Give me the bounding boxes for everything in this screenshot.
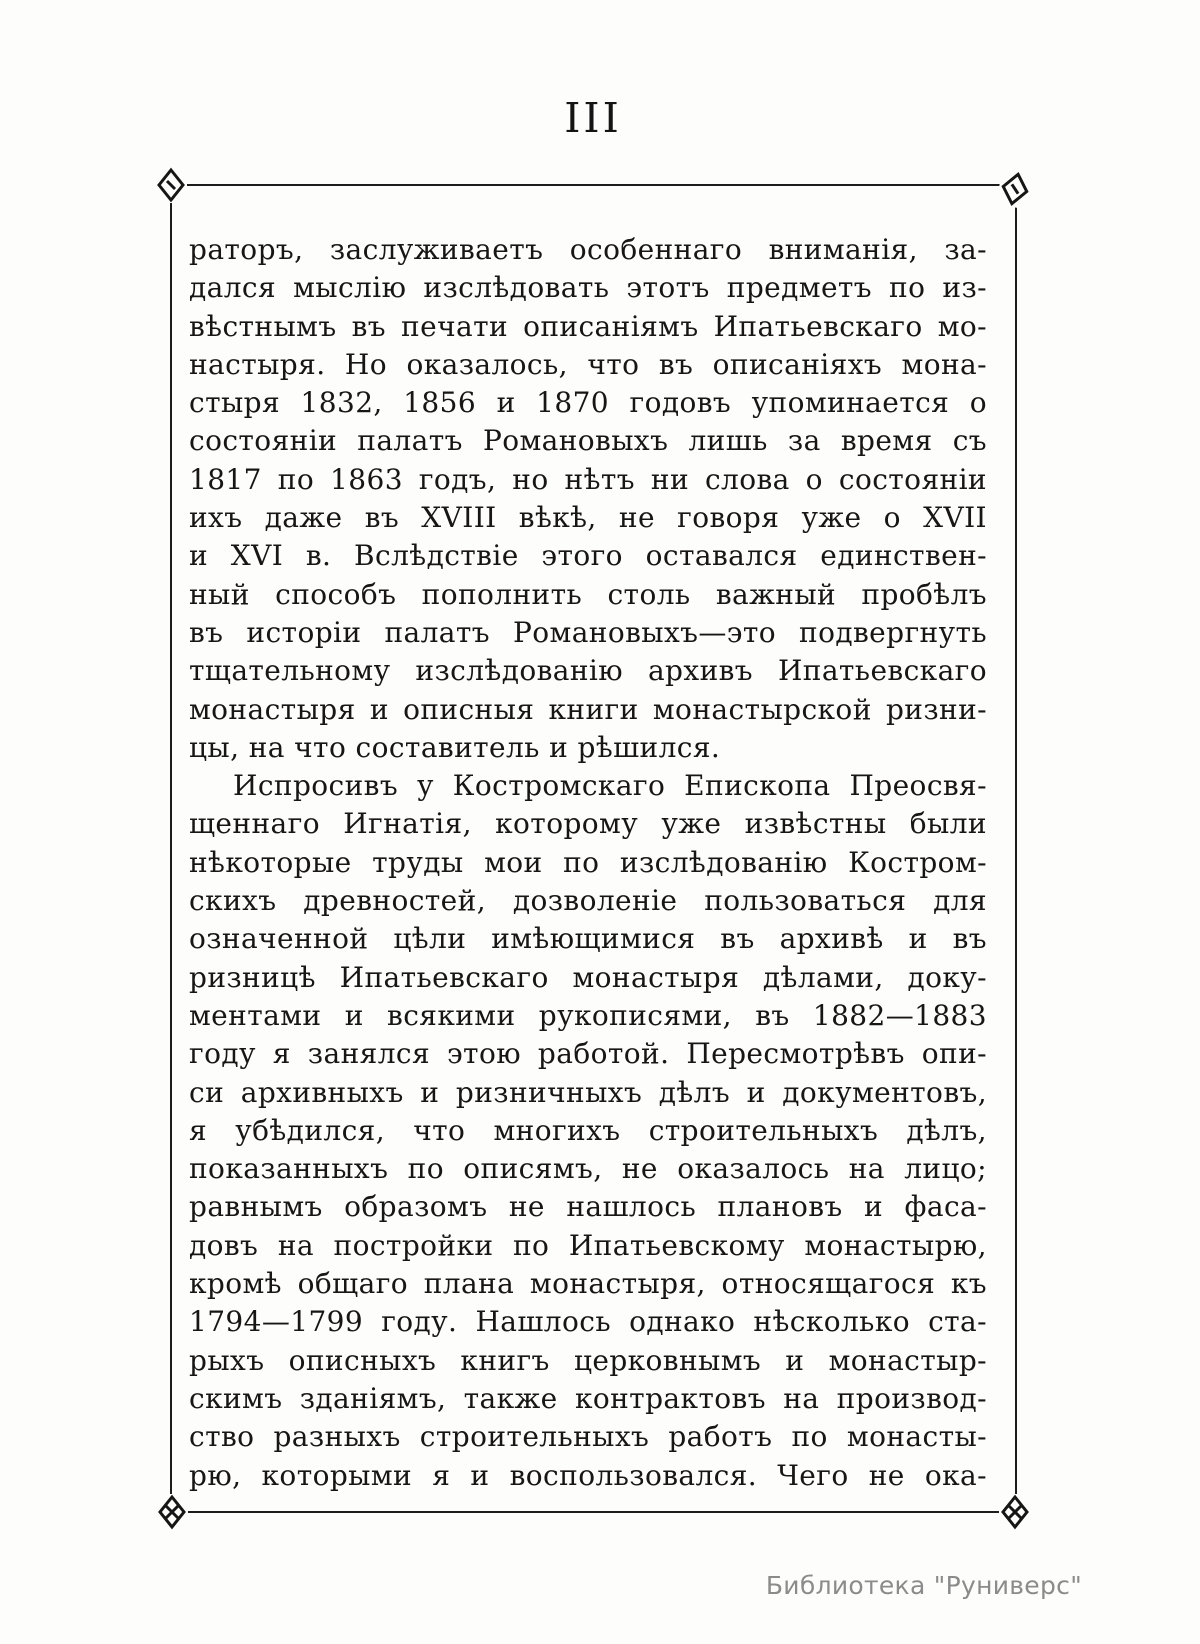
text-line: показанныхъ по описямъ, не оказалось на лицо;	[189, 1152, 987, 1186]
paragraph	[189, 767, 987, 1495]
text-line: си архивныхъ и ризничныхъ дѣлъ и документовъ,	[189, 1075, 987, 1109]
text-line: ментами и всякими рукописями, въ 1882—1883	[189, 998, 987, 1032]
corner-ornament-bottom-left-icon	[156, 1494, 188, 1530]
paragraph	[189, 231, 987, 767]
text-line: настыря. Но оказалось, что въ описаніяхъ мона-	[189, 347, 987, 381]
text-line: означенной цѣли имѣющимися въ архивѣ и въ	[189, 922, 987, 956]
library-watermark: Библиотека "Руниверс"	[765, 1571, 1082, 1600]
text-line: тщательному изслѣдованію архивъ Ипатьевскаго	[189, 654, 987, 688]
text-line: раторъ, заслуживаетъ особеннаго вниманія, за-	[189, 233, 987, 266]
text-line: довъ на постройки по Ипатьевскому монастырю,	[189, 1228, 987, 1262]
text-line: году я занялся этою работой. Пересмотрѣвъ опи-	[189, 1037, 987, 1071]
text-line: вѣстнымъ въ печати описаніямъ Ипатьевскаго мо-	[189, 309, 987, 343]
page-number: III	[564, 94, 622, 142]
text-line: ризницѣ Ипатьевскаго монастыря дѣлами, доку-	[189, 960, 987, 994]
text-line: ихъ даже въ XVIII вѣкѣ, не говоря уже о XVII	[189, 501, 987, 535]
text-line: ство разныхъ строительныхъ работъ по монасты-	[189, 1420, 987, 1454]
text-line: скимъ зданіямъ, также контрактовъ на производ-	[189, 1381, 987, 1415]
text-line: дался мыслію изслѣдовать этотъ предметъ по из-	[189, 271, 987, 305]
text-line: стыря 1832, 1856 и 1870 годовъ упоминается о	[189, 386, 987, 420]
text-line: Испросивъ у Костромскаго Епископа Преосвя-	[233, 769, 987, 803]
corner-ornament-top-left-icon	[155, 167, 187, 203]
text-line: состояніи палатъ Романовыхъ лишь за время съ	[189, 424, 987, 458]
text-line: нѣкоторые труды мои по изслѣдованію Костром-	[189, 845, 987, 879]
text-line: 1794—1799 году. Нашлось однако нѣсколько ста-	[189, 1305, 987, 1339]
text-line: щеннаго Игнатія, которому уже извѣстны были	[189, 807, 987, 841]
corner-ornament-bottom-right-icon	[999, 1494, 1031, 1530]
body-text	[189, 231, 987, 1495]
text-line: я убѣдился, что многихъ строительныхъ дѣлъ,	[189, 1113, 987, 1147]
text-line: рю, которыми я и воспользовался. Чего не ока-	[189, 1458, 987, 1492]
text-line: 1817 по 1863 годъ, но нѣтъ ни слова о состояніи	[189, 462, 987, 496]
text-line: и XVI в. Вслѣдствіе этого оставался единствен-	[189, 539, 987, 573]
text-line: монастыря и описныя книги монастырской ризни-	[189, 692, 987, 726]
text-line: кромѣ общаго плана монастыря, относящагося къ	[189, 1267, 987, 1301]
text-frame-border	[170, 184, 1017, 1513]
text-line: рыхъ описныхъ книгъ церковнымъ и монастыр-	[189, 1343, 987, 1377]
text-line: скихъ древностей, дозволеніе пользоваться для	[189, 884, 987, 918]
text-line: цы, на что составитель и рѣшился.	[189, 730, 721, 764]
text-line: въ исторіи палатъ Романовыхъ—это подвергнуть	[189, 615, 987, 649]
corner-ornament-top-right-icon	[996, 168, 1035, 210]
text-line: ный способъ пополнить столь важный пробѣлъ	[189, 577, 987, 611]
text-line: равнымъ образомъ не нашлось плановъ и фаса-	[189, 1190, 987, 1224]
